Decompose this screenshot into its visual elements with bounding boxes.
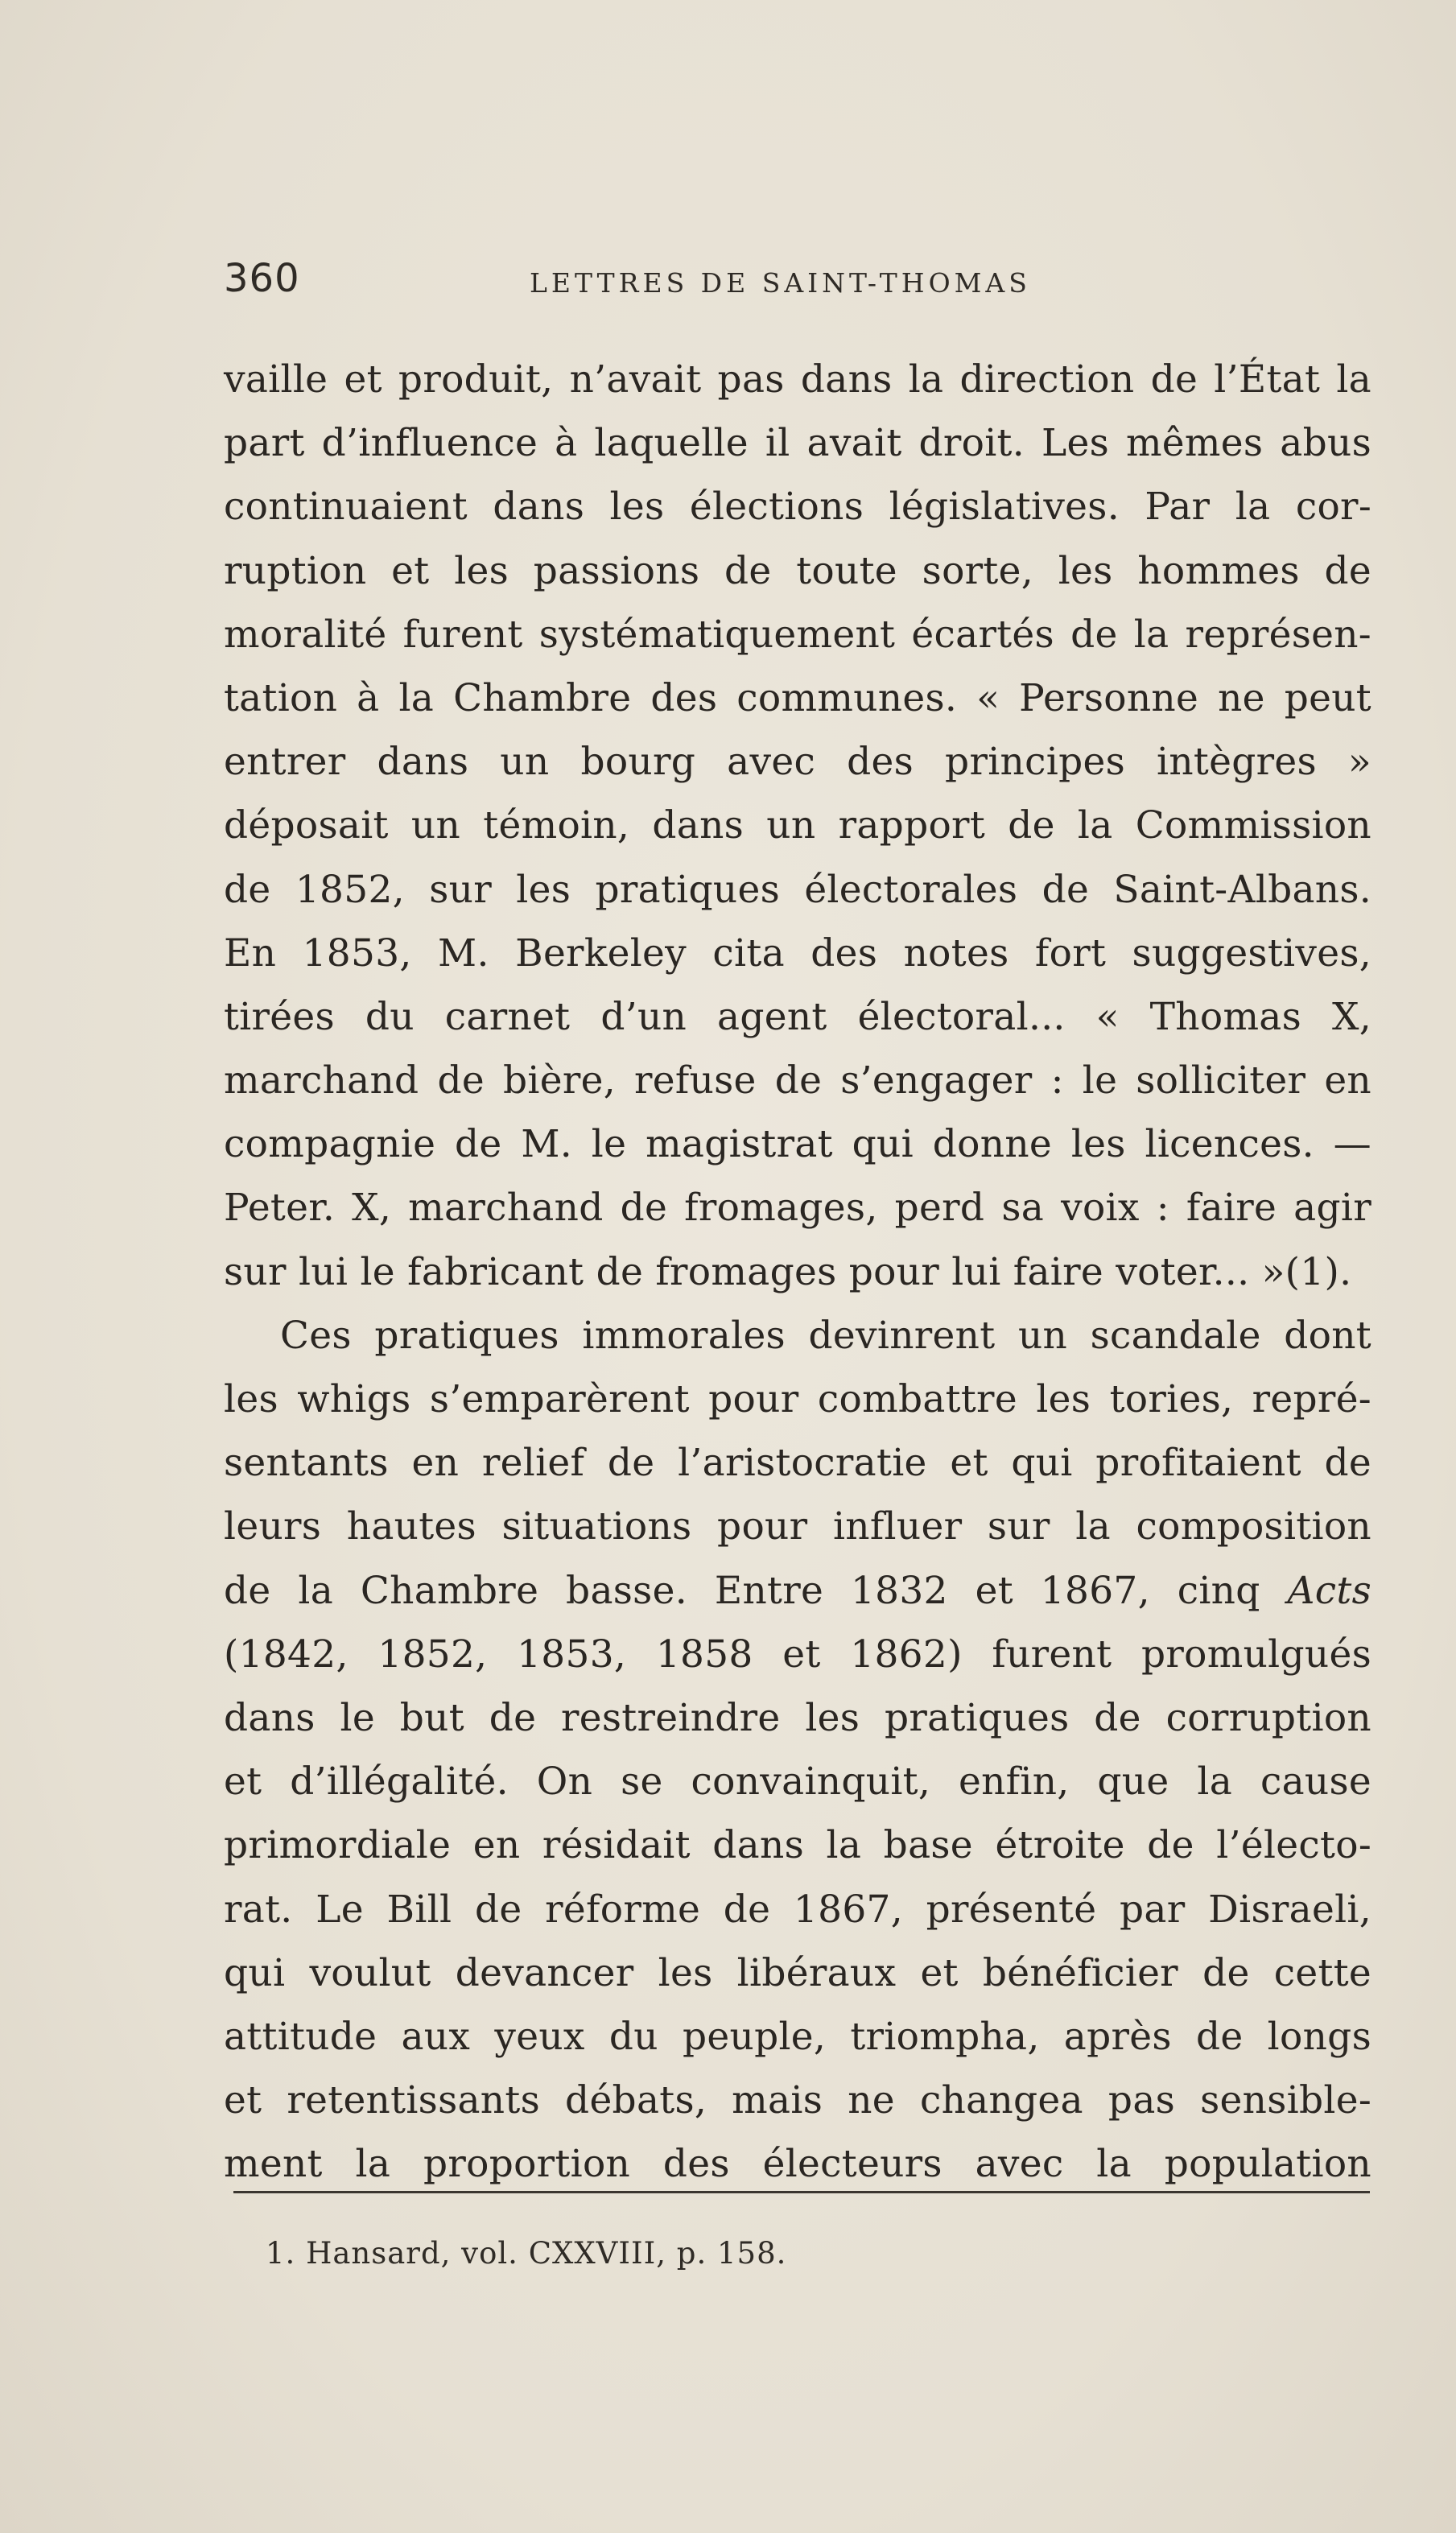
text-line: marchand de bière, refuse de s’engager : le solliciter en xyxy=(224,1058,1371,1104)
text-line: (1842, 1852, 1853, 1858 et 1862) furent promulgués xyxy=(224,1632,1371,1677)
text-line: En 1853, M. Berkeley cita des notes fort suggestives, xyxy=(224,930,1371,976)
text-line: de 1852, sur les pratiques électorales de Saint-Albans. xyxy=(224,867,1371,912)
text-line: moralité furent systématiquement écartés de la représen- xyxy=(224,612,1371,657)
text-line: déposait un témoin, dans un rapport de la Commission xyxy=(224,803,1371,848)
text-line: sentants en relief de l’aristocratie et qui profitaient de xyxy=(224,1441,1371,1486)
text-line: et retentissants débats, mais ne changea pas sensible- xyxy=(224,2078,1371,2123)
text-line: tation à la Chambre des communes. « Personne ne peut xyxy=(224,675,1371,720)
text-line: primordiale en résidait dans la base étroite de l’électo- xyxy=(224,1823,1371,1868)
footnote: 1. Hansard, vol. CXXVIII, p. 158. xyxy=(266,2236,787,2271)
text-line: compagnie de M. le magistrat qui donne les licences. — xyxy=(224,1122,1371,1167)
text-line: qui voulut devancer les libéraux et bénéficier de cette xyxy=(224,1950,1371,1995)
text-line: entrer dans un bourg avec des principes intègres » xyxy=(224,740,1371,785)
paragraph-end-line: sur lui le fabricant de fromages pour lui faire voter... »(1). xyxy=(224,1249,1352,1294)
text-line: part d’influence à laquelle il avait droit. Les mêmes abus xyxy=(224,421,1371,466)
text-line: Peter. X, marchand de fromages, perd sa voix : faire agir xyxy=(224,1186,1371,1231)
italic-word: Acts xyxy=(1287,1568,1371,1613)
text-line: leurs hautes situations pour influer sur la composition xyxy=(224,1504,1371,1549)
paragraph-start-line: Ces pratiques immorales devinrent un scandale dont xyxy=(280,1313,1371,1358)
page-header xyxy=(224,256,1375,304)
running-title: LETTRES DE SAINT-THOMAS xyxy=(530,267,1031,299)
text-line: rat. Le Bill de réforme de 1867, présenté par Disraeli, xyxy=(224,1887,1371,1932)
text-line: vaille et produit, n’avait pas dans la direction de l’État la xyxy=(224,357,1371,402)
text-line: de la Chambre basse. Entre 1832 et 1867, cinq Acts xyxy=(224,1568,1371,1613)
text-line: et d’illégalité. On se convainquit, enfin, que la cause xyxy=(224,1759,1371,1805)
text-line: les whigs s’emparèrent pour combattre les tories, repré- xyxy=(224,1377,1371,1421)
text-line: ruption et les passions de toute sorte, les hommes de xyxy=(224,548,1371,593)
body-text xyxy=(224,348,1371,2196)
text-line: attitude aux yeux du peuple, triompha, après de longs xyxy=(224,2014,1371,2059)
text-line: tirées du carnet d’un agent électoral... « Thomas X, xyxy=(224,994,1371,1039)
text-line: ment la proportion des électeurs avec la population xyxy=(224,2142,1371,2187)
text-line: continuaient dans les élections législatives. Par la cor- xyxy=(224,485,1371,530)
text-line: dans le but de restreindre les pratiques de corruption xyxy=(224,1695,1371,1740)
page-number: 360 xyxy=(224,256,300,301)
footnote-divider xyxy=(233,2191,1370,2193)
